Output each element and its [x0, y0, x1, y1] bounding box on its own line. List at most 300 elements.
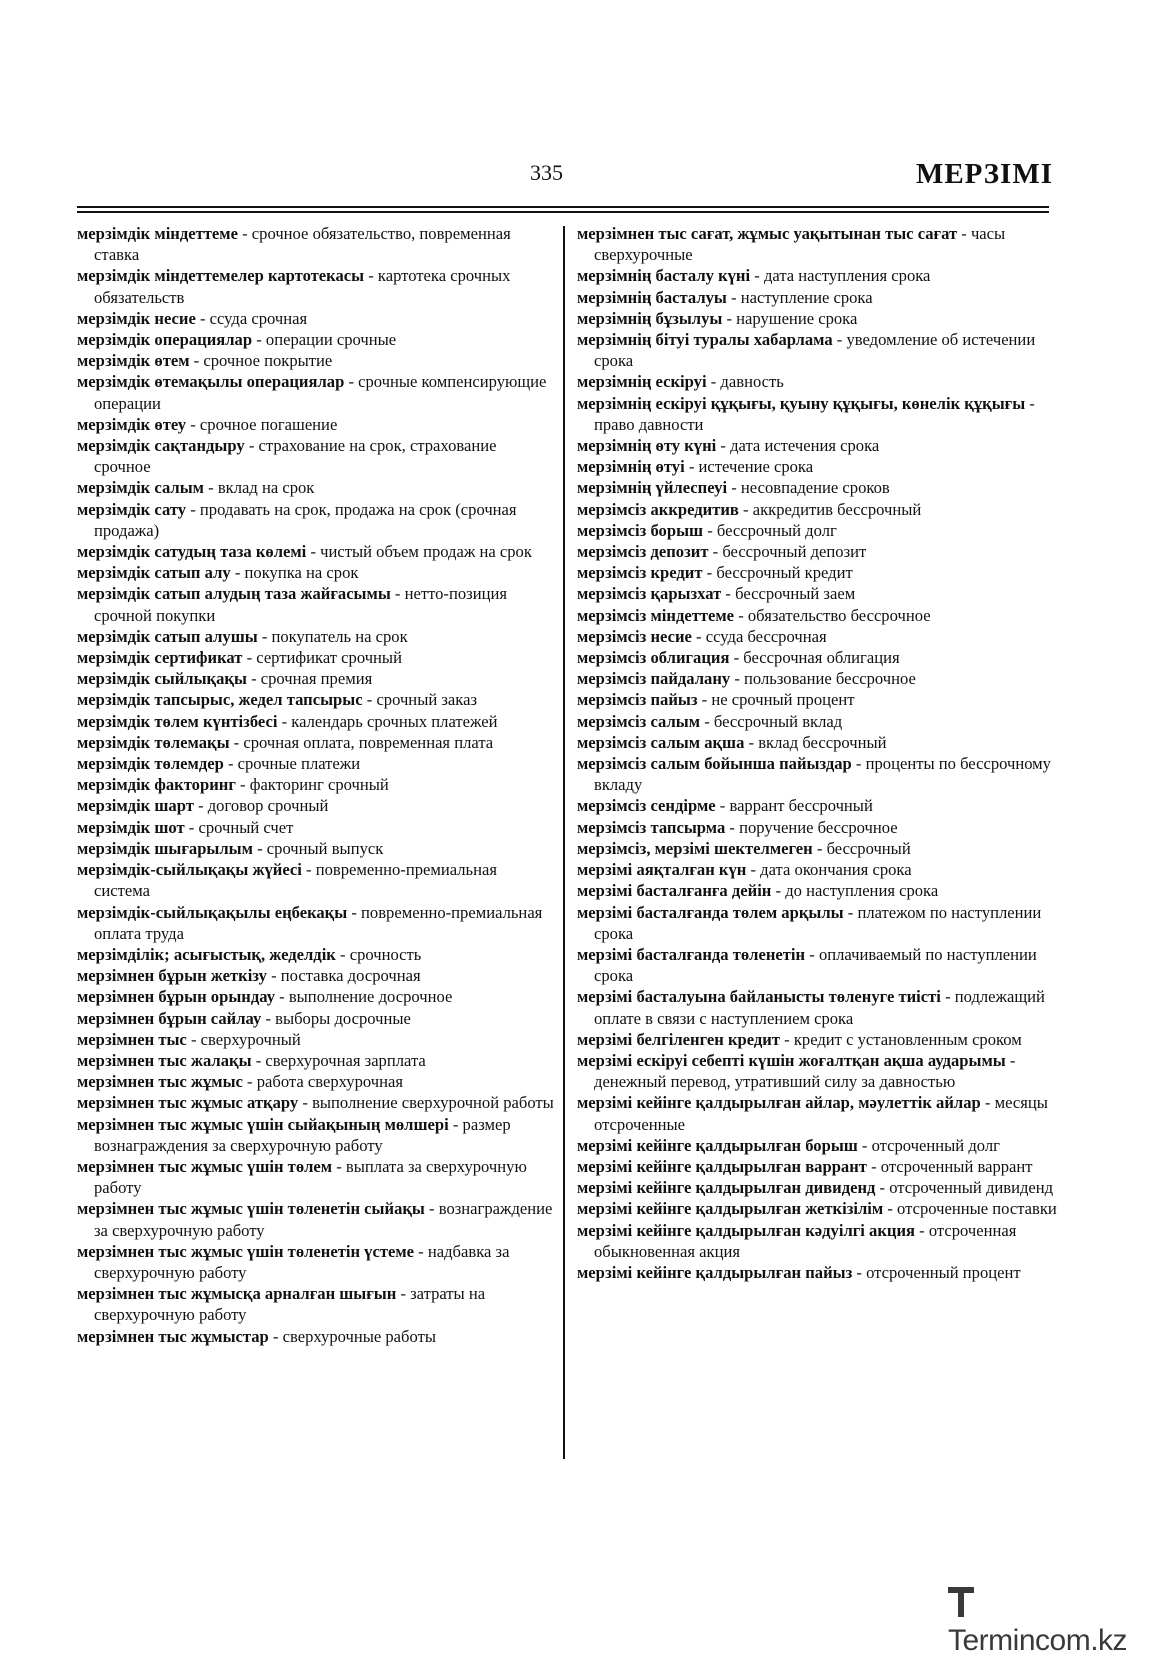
dictionary-entry — [77, 477, 555, 498]
entry-dash: - — [1025, 393, 1035, 413]
entry-term: мерзімдік міндеттемелер картотекасы — [77, 266, 365, 286]
entry-dash: - — [244, 436, 259, 456]
entry-translation: ссуда срочная — [209, 308, 308, 328]
entry-dash: - — [726, 287, 741, 307]
entry-translation: варрант бессрочный — [729, 796, 873, 816]
dictionary-entry — [577, 435, 1057, 456]
entry-dash: - — [268, 1326, 283, 1346]
entry-term: мерзімі ескіруі себепті күшін жоғалтқан ақша аударымы — [577, 1050, 1006, 1070]
dictionary-entry — [77, 774, 555, 795]
entry-term: мерзімдік міндеттеме — [77, 224, 238, 243]
dictionary-entry — [577, 753, 1057, 795]
entry-translation: повременно-премиальная система — [94, 860, 497, 901]
entry-translation: факторинг срочный — [249, 775, 389, 795]
entry-dash: - — [195, 308, 210, 328]
dictionary-entry — [577, 541, 1057, 562]
entry-term: мерзімсіз пайдалану — [577, 669, 731, 689]
entry-term: мерзімдік сатып алу — [77, 563, 231, 583]
watermark-text: Termincom.kz — [948, 1624, 1128, 1657]
entry-dash: - — [301, 860, 316, 880]
entry-term: мерзімдік сату — [77, 499, 187, 519]
entry-translation: картотека срочных обязательств — [94, 266, 511, 307]
dictionary-entry — [77, 1241, 555, 1283]
entry-term: мерзімдік төлем күнтізбесі — [77, 711, 278, 731]
dictionary-entry — [77, 668, 555, 689]
entry-term: мерзімдік өтемақылы операциялар — [77, 372, 345, 392]
header-rule-thin — [77, 211, 1049, 213]
entry-term: мерзімдік-сыйлықақы жүйесі — [77, 860, 302, 880]
entry-dash: - — [252, 838, 267, 858]
entry-term: мерзімі кейінге қалдырылған дивиденд — [577, 1178, 876, 1198]
dictionary-entry — [577, 795, 1057, 816]
entry-translation: бессрочный долг — [716, 520, 837, 540]
entry-dash: - — [189, 351, 204, 371]
dictionary-entry — [577, 1092, 1057, 1134]
entry-term: мерзімі кейінге қалдырылған жеткізілім — [577, 1199, 884, 1219]
entry-dash: - — [715, 796, 730, 816]
entry-translation: право давности — [594, 414, 704, 434]
entry-term: мерзімі басталғанда төлем арқылы — [577, 902, 844, 922]
header-rule-thick — [77, 206, 1049, 208]
entry-translation: размер вознаграждения за сверхурочную работу — [94, 1114, 511, 1155]
entry-dash: - — [230, 563, 245, 583]
entry-term: мерзімдік өтеу — [77, 414, 187, 434]
entry-dash: - — [246, 669, 261, 689]
entry-dash: - — [703, 520, 717, 540]
entry-translation: операции срочные — [265, 330, 397, 350]
entry-dash: - — [266, 966, 281, 986]
dictionary-entry — [77, 1029, 555, 1050]
entry-term: мерзімдік тапсырыс, жедел тапсырыс — [77, 690, 363, 710]
entry-dash: - — [186, 414, 200, 434]
termincom-logo-icon — [948, 1585, 974, 1624]
entry-term: мерзімнен тыс жұмыс үшін төлем — [77, 1156, 333, 1176]
entry-translation: срочное покрытие — [203, 351, 333, 371]
entry-dash: - — [298, 1093, 313, 1113]
entry-dash: - — [235, 775, 250, 795]
dictionary-entry — [577, 902, 1057, 944]
entry-term: мерзімнің басталуы — [577, 287, 727, 307]
entry-term: мерзімнен тыс жұмыс — [77, 1072, 243, 1092]
entry-translation: ссуда бессрочная — [705, 626, 827, 646]
entry-translation: срочность — [349, 944, 422, 964]
dictionary-entry — [577, 223, 1057, 265]
entry-term: мерзімі кейінге қалдырылған варрант — [577, 1156, 867, 1176]
entry-dash: - — [186, 1029, 201, 1049]
dictionary-entry — [577, 605, 1057, 626]
entry-term: мерзімсіз сендірме — [577, 796, 716, 816]
entry-translation: покупка на срок — [244, 563, 359, 583]
entry-term: мерзімі басталуына байланысты төленуге тиісті — [577, 987, 941, 1007]
entry-translation: календарь срочных платежей — [291, 711, 498, 731]
entry-dash: - — [851, 754, 866, 774]
entry-translation: часы сверхурочные — [594, 224, 1006, 265]
entry-dash: - — [721, 584, 736, 604]
entry-term: мерзімдік төлемақы — [77, 732, 230, 752]
entry-translation: бессрочный депозит — [722, 542, 867, 562]
entry-dash: - — [257, 626, 272, 646]
dictionary-entry — [577, 329, 1057, 371]
entry-dash: - — [390, 584, 405, 604]
dictionary-entry — [77, 626, 555, 647]
entry-term: мерзімдік шот — [77, 817, 185, 837]
entry-translation: дата окончания срока — [760, 860, 912, 880]
entry-term: мерзімдік факторинг — [77, 775, 236, 795]
entry-dash: - — [875, 1178, 890, 1198]
entry-dash: - — [812, 838, 827, 858]
dictionary-entry — [77, 1326, 555, 1347]
entry-dash: - — [362, 690, 377, 710]
entry-term: мерзімнен тыс жұмысқа арналған шығын — [77, 1284, 397, 1304]
entry-term: мерзімнің өтуі — [577, 457, 685, 477]
dictionary-entry — [577, 308, 1057, 329]
entry-dash: - — [980, 1093, 995, 1113]
entry-term: мерзімі кейінге қалдырылған борыш — [577, 1135, 858, 1155]
entry-term: мерзімнен тыс жалақы — [77, 1050, 252, 1070]
dictionary-entry — [77, 689, 555, 710]
entry-translation: давность — [720, 372, 784, 392]
dictionary-entry — [577, 880, 1057, 901]
entry-translation: месяцы отсроченные — [594, 1093, 1048, 1134]
entry-dash: - — [722, 308, 737, 328]
entry-term: мерзімдік операциялар — [77, 330, 253, 350]
dictionary-entry — [577, 265, 1057, 286]
dictionary-entry — [577, 1156, 1057, 1177]
dictionary-entry — [577, 626, 1057, 647]
dictionary-entry — [77, 859, 555, 901]
entry-translation: надбавка за сверхурочную работу — [94, 1241, 510, 1282]
entry-dash: - — [261, 1008, 276, 1028]
entry-term: мерзімі кейінге қалдырылған айлар, мәулеттік айлар — [577, 1093, 981, 1113]
dictionary-entry — [77, 753, 555, 774]
dictionary-entry — [577, 393, 1057, 435]
dictionary-entry — [77, 499, 555, 541]
dictionary-entry — [77, 329, 555, 350]
dictionary-entry — [77, 902, 555, 944]
dictionary-entry — [77, 371, 555, 413]
entry-term: мерзімсіз салым бойынша пайыздар — [577, 754, 852, 774]
entry-dash: - — [691, 626, 706, 646]
entry-translation: выполнение сверхурочной работы — [312, 1093, 554, 1113]
entry-dash: - — [857, 1135, 872, 1155]
entry-dash: - — [306, 542, 321, 562]
entry-term: мерзімі басталғанға дейін — [577, 881, 772, 901]
entry-translation: несовпадение сроков — [740, 478, 890, 498]
entry-translation: не срочный процент — [711, 690, 855, 710]
entry-term: мерзімдік-сыйлықақылы еңбекақы — [77, 902, 348, 922]
entry-term: мерзімнің ескіруі — [577, 372, 707, 392]
entry-translation: бессрочный вклад — [713, 711, 843, 731]
entry-translation: дата истечения срока — [730, 436, 880, 456]
entry-translation: сертификат срочный — [256, 648, 402, 668]
entry-translation: поставка досрочная — [280, 966, 421, 986]
entry-translation: отсроченный процент — [866, 1262, 1021, 1282]
entry-translation: выборы досрочные — [275, 1008, 411, 1028]
entry-translation: повременно-премиальная оплата труда — [94, 902, 543, 943]
entry-term: мерзімі кейінге қалдырылған кәдуілгі акция — [577, 1220, 916, 1240]
dictionary-entry — [577, 986, 1057, 1028]
entry-term: мерзімнен тыс жұмыс атқару — [77, 1093, 299, 1113]
dictionary-entry — [577, 668, 1057, 689]
entry-term: мерзімнен бұрын жеткізу — [77, 966, 267, 986]
entry-translation: кредит с установленным сроком — [793, 1029, 1022, 1049]
entry-term: мерзімсіз облигация — [577, 648, 730, 668]
dictionary-entry — [577, 689, 1057, 710]
dictionary-entry — [577, 477, 1057, 498]
entry-translation: вклад бессрочный — [758, 732, 887, 752]
dictionary-entry — [77, 414, 555, 435]
entry-translation: сверхурочная зарплата — [265, 1050, 426, 1070]
entry-term: мерзімнің басталу күні — [577, 266, 751, 286]
entry-translation: срочные платежи — [237, 754, 361, 774]
entry-translation: срочные компенсирующие операции — [94, 372, 547, 413]
right-column — [577, 223, 1057, 1283]
entry-term: мерзімі аяқталған күн — [577, 860, 747, 880]
entry-term: мерзімсіз депозит — [577, 542, 709, 562]
entry-dash: - — [396, 1284, 411, 1304]
entry-translation: проценты по бессрочному вкладу — [594, 754, 1051, 795]
entry-term: мерзімнен тыс жұмыс үшін төленетін сыйақы — [77, 1199, 425, 1219]
dictionary-entry — [577, 647, 1057, 668]
entry-translation: уведомление об истечении срока — [594, 330, 1036, 371]
entry-dash: - — [347, 902, 362, 922]
entry-dash: - — [252, 330, 266, 350]
entry-translation: отсроченная обыкновенная акция — [594, 1220, 1017, 1261]
dictionary-entry — [77, 732, 555, 753]
entry-term: мерзімдік төлемдер — [77, 754, 224, 774]
entry-dash: - — [242, 648, 257, 668]
dictionary-entry — [77, 1008, 555, 1029]
entry-term: мерзімсіз кредит — [577, 563, 703, 583]
dictionary-entry — [577, 456, 1057, 477]
entry-dash: - — [725, 817, 740, 837]
entry-dash: - — [744, 732, 759, 752]
entry-term: мерзімдік сатып алудың таза жайғасымы — [77, 584, 391, 604]
entry-term: мерзімдік несие — [77, 308, 196, 328]
entry-dash: - — [957, 224, 971, 243]
dictionary-entry — [577, 859, 1057, 880]
entry-dash: - — [702, 563, 717, 583]
entry-dash: - — [186, 499, 200, 519]
dictionary-entry — [77, 965, 555, 986]
dictionary-entry — [577, 499, 1057, 520]
dictionary-entry — [577, 1135, 1057, 1156]
entry-translation: срочное погашение — [199, 414, 338, 434]
entry-translation: работа сверхурочная — [256, 1072, 403, 1092]
dictionary-entry — [77, 1050, 555, 1071]
entry-dash: - — [771, 881, 786, 901]
dictionary-entry — [577, 1198, 1057, 1219]
entry-dash: - — [708, 542, 723, 562]
dictionary-entry — [577, 520, 1057, 541]
entry-translation: отсроченный варрант — [880, 1156, 1033, 1176]
entry-dash: - — [750, 266, 764, 286]
entry-translation: договор срочный — [207, 796, 329, 816]
entry-dash: - — [700, 711, 714, 731]
entry-dash: - — [716, 436, 731, 456]
watermark-logo — [948, 1585, 1148, 1657]
entry-dash: - — [424, 1199, 439, 1219]
entry-term: мерзімі белгіленген кредит — [577, 1029, 781, 1049]
entry-dash: - — [730, 669, 745, 689]
entry-dash: - — [852, 1262, 867, 1282]
entry-dash: - — [1005, 1050, 1016, 1070]
entry-translation: оплачиваемый по наступлении срока — [594, 944, 1037, 986]
entry-translation: денежный перевод, утративший силу за давностью — [594, 1072, 956, 1092]
dictionary-entry — [77, 1156, 555, 1198]
entry-term: мерзімсіз пайыз — [577, 690, 698, 710]
entry-translation: платежом по наступлении срока — [594, 902, 1042, 943]
entry-term: мерзімнен тыс жұмыстар — [77, 1326, 269, 1346]
entry-term: мерзімсіз қарызхат — [577, 584, 722, 604]
entry-term: мерзімнің өту күні — [577, 436, 717, 456]
entry-dash: - — [805, 944, 819, 964]
entry-dash: - — [746, 860, 761, 880]
entry-term: мерзімділік; асығыстық, жеделдік — [77, 944, 336, 964]
dictionary-entry — [77, 1114, 555, 1156]
dictionary-entry — [577, 371, 1057, 392]
entry-term: мерзімдік сертификат — [77, 648, 243, 668]
entry-dash: - — [734, 605, 748, 625]
entry-dash: - — [727, 478, 741, 498]
dictionary-entry — [77, 350, 555, 371]
entry-translation: страхование на срок, страхование срочное — [94, 436, 497, 477]
dictionary-entry — [77, 1071, 555, 1092]
dictionary-entry — [577, 817, 1057, 838]
entry-dash: - — [729, 648, 744, 668]
entry-dash: - — [332, 1156, 346, 1176]
entry-term: мерзімсіз, мерзімі шектелмеген — [577, 838, 813, 858]
entry-term: мерзімнің бұзылуы — [577, 308, 723, 328]
entry-term: мерзімдік сыйлықақы — [77, 669, 247, 689]
entry-translation: вознаграждение за сверхурочную работу — [94, 1199, 553, 1240]
entry-term: мерзімсіз тапсырма — [577, 817, 726, 837]
dictionary-entry — [577, 287, 1057, 308]
entry-dash: - — [706, 372, 721, 392]
entry-dash: - — [883, 1199, 898, 1219]
entry-translation: обязательство бессрочное — [747, 605, 931, 625]
entry-translation: затраты на сверхурочную работу — [94, 1284, 486, 1325]
entry-term: мерзімнің үйлеспеуі — [577, 478, 728, 498]
entry-dash: - — [738, 499, 753, 519]
entry-dash: - — [237, 224, 252, 243]
entry-dash: - — [364, 266, 378, 286]
entry-dash: - — [684, 457, 699, 477]
entry-dash: - — [843, 902, 858, 922]
column-divider — [563, 226, 565, 1459]
entry-translation: до наступления срока — [785, 881, 939, 901]
entry-translation: нарушение срока — [736, 308, 858, 328]
entry-translation: наступление срока — [740, 287, 873, 307]
dictionary-entry — [577, 562, 1057, 583]
dictionary-entry — [577, 1029, 1057, 1050]
entry-term: мерзімсіз салым — [577, 711, 701, 731]
entry-translation: выплата за сверхурочную работу — [94, 1156, 527, 1198]
entry-translation: срочный заказ — [376, 690, 478, 710]
dictionary-entry — [77, 986, 555, 1007]
entry-dash: - — [184, 817, 199, 837]
dictionary-entry — [577, 944, 1057, 986]
entry-term: мерзімдік сақтандыру — [77, 436, 245, 456]
entry-translation: вклад на срок — [217, 478, 315, 498]
dictionary-entry — [577, 732, 1057, 753]
entry-term: мерзімнің ескіруі құқығы, қуыну құқығы, көнелік құқығы — [577, 393, 1026, 413]
entry-dash: - — [780, 1029, 794, 1049]
dictionary-entry — [577, 711, 1057, 732]
entry-translation: бессрочный заем — [735, 584, 856, 604]
entry-translation: отсроченные поставки — [897, 1199, 1057, 1219]
entry-term: мерзімнен тыс сағат, жұмыс уақытынан тыс сағат — [577, 224, 958, 243]
entry-term: мерзімнен бұрын орындау — [77, 987, 275, 1007]
dictionary-entry — [77, 647, 555, 668]
entry-term: мерзімнен тыс жұмыс үшін сыйақының мөлшері — [77, 1114, 449, 1134]
dictionary-entry — [77, 541, 555, 562]
dictionary-entry — [77, 795, 555, 816]
entry-translation: аккредитив бессрочный — [752, 499, 922, 519]
dictionary-entry — [577, 1220, 1057, 1262]
entry-term: мерзімнен тыс — [77, 1029, 187, 1049]
dictionary-entry — [77, 711, 555, 732]
entry-translation: бессрочная облигация — [743, 648, 900, 668]
entry-term: мерзімсіз міндеттеме — [577, 605, 735, 625]
entry-translation: пользование бессрочное — [744, 669, 916, 689]
entry-translation: срочная оплата, повременная плата — [243, 732, 494, 752]
dictionary-entry — [77, 265, 555, 307]
entry-term: мерзімсіз несие — [577, 626, 692, 646]
dictionary-entry — [77, 435, 555, 477]
entry-term: мерзімі басталғанда төленетін — [577, 944, 806, 964]
dictionary-entry — [77, 838, 555, 859]
entry-translation: поручение бессрочное — [739, 817, 898, 837]
entry-dash: - — [448, 1114, 463, 1134]
entry-term: мерзімдік шығарылым — [77, 838, 253, 858]
entry-translation: сверхурочный — [200, 1029, 301, 1049]
entry-term: мерзімсіз борыш — [577, 520, 704, 540]
dictionary-entry — [577, 1262, 1057, 1283]
entry-dash: - — [335, 944, 350, 964]
entry-term: мерзімнен тыс жұмыс үшін төленетін үстеме — [77, 1241, 415, 1261]
entry-translation: истечение срока — [698, 457, 814, 477]
entry-translation: покупатель на срок — [271, 626, 408, 646]
entry-term: мерзімдік сатып алушы — [77, 626, 258, 646]
entry-term: мерзімсіз аккредитив — [577, 499, 739, 519]
entry-term: мерзімдік шарт — [77, 796, 194, 816]
entry-dash: - — [344, 372, 359, 392]
entry-term: мерзімі кейінге қалдырылған пайыз — [577, 1262, 853, 1282]
dictionary-entry — [77, 583, 555, 625]
entry-translation: срочный выпуск — [266, 838, 384, 858]
page-number: 335 — [530, 160, 563, 185]
entry-translation: продавать на срок, продажа на срок (срочная продажа) — [94, 499, 517, 540]
entry-translation: срочный счет — [198, 817, 294, 837]
entry-dash: - — [203, 478, 218, 498]
entry-translation: сверхурочные работы — [282, 1326, 436, 1346]
dictionary-entry — [77, 1198, 555, 1240]
left-column — [77, 223, 555, 1347]
dictionary-entry — [577, 1177, 1057, 1198]
dictionary-entry — [77, 223, 555, 265]
dictionary-entry — [77, 308, 555, 329]
entry-dash: - — [229, 732, 244, 752]
entry-dash: - — [251, 1050, 266, 1070]
entry-dash: - — [193, 796, 208, 816]
dictionary-entry — [77, 1092, 555, 1113]
dictionary-entry — [577, 838, 1057, 859]
entry-translation: отсроченный дивиденд — [889, 1178, 1054, 1198]
entry-translation: дата наступления срока — [763, 266, 931, 286]
dictionary-entry — [77, 817, 555, 838]
entry-translation: срочная премия — [260, 669, 373, 689]
